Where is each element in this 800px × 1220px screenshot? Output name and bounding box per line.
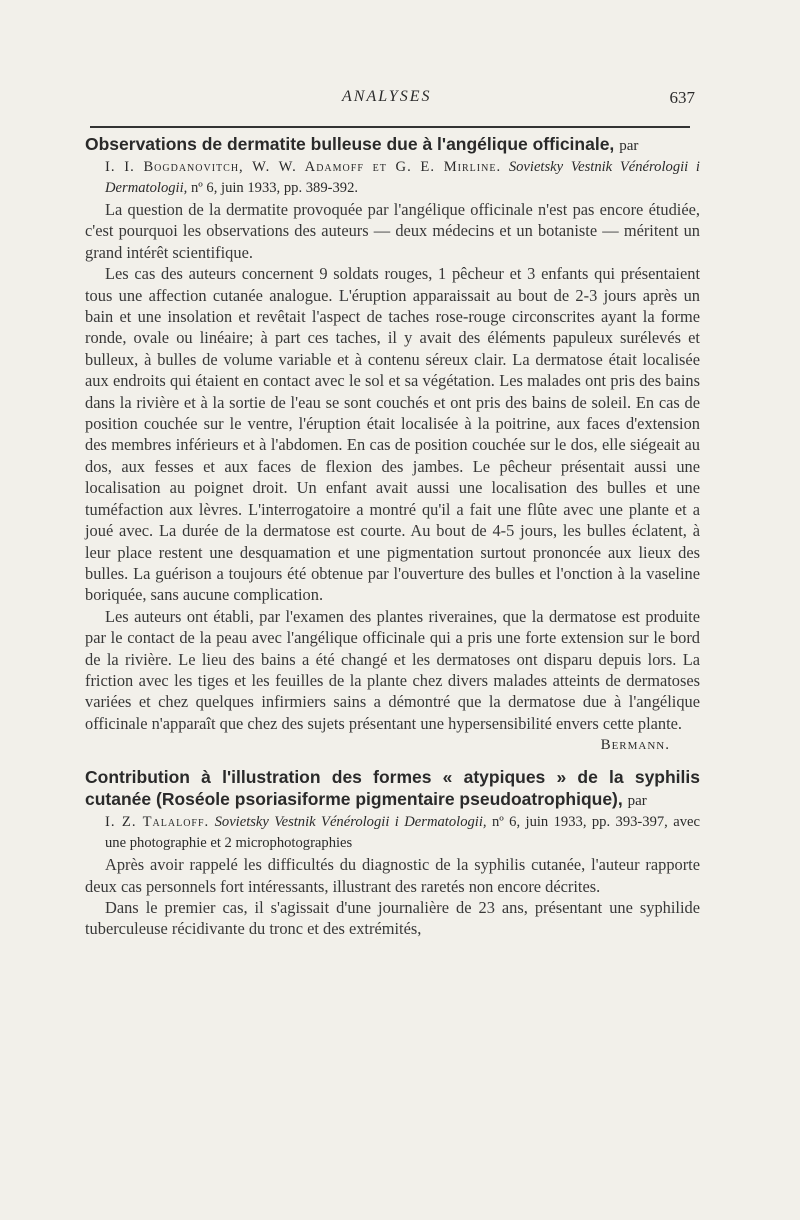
article-2-citation: nº 6, juin 1933, pp. 393-397, avec une photographie et 2 microphotographies bbox=[105, 814, 700, 852]
article-1-title bbox=[85, 133, 700, 157]
article-2-reference bbox=[105, 812, 700, 854]
article-2-paragraph: Après avoir rappelé les difficultés du diagnostic de la syphilis cutanée, l'auteur rapporte deux cas personnels fort intéressants, illustrant des raretés non encore décrites. bbox=[85, 855, 700, 896]
article-2-by: par bbox=[627, 793, 647, 810]
article-2-title-text: Contribution à l'illustration des formes « atypiques » de la syphilis cutanée (Roséole psoriasiforme pigmentaire pseudoatrophique), bbox=[85, 767, 700, 810]
article-1-paragraph: Les cas des auteurs concernent 9 soldats rouges, 1 pêcheur et 3 enfants qui présentaient tous une affection cutanée analogue. L'éruption apparaissait au bout de 2-3 jours après un bain et une insolation et revêtait l'aspect de taches rose-rouge circonscrites ayant la forme ronde, ovale ou linéaire; à part ces taches, il y avait des éléments papuleux surélevés et bulleux, à bulles de volume variable et à contenu séreux clair. La dermatose était localisée aux endroits qui étaient en contact avec le sol et sa végétation. Les malades ont pris des bains dans la rivière et à la sortie de l'eau se sont couchés et ont pris des bains de soleil. En cas de position couchée sur le ventre, l'éruption était localisée à la poitrine, aux faces d'extension des membres inférieurs et à l'abdomen. En cas de position couchée sur le dos, elle siégeait au dos, aux fesses et aux faces de flexion des jambes. Le pêcheur présentait aussi une localisation au poignet droit. Un enfant avait aussi une localisation des bulles et une tuméfaction aux lèvres. L'interrogatoire a montré qu'il a fait une flûte avec une plante et a joué avec. La durée de la dermatose est courte. Au bout de 4-5 jours, les bulles éclatent, à leur place restent une desquamation et une pigmentation surtout prononcée aux lieux des bulles. La guérison a toujours été obtenue par l'ouverture des bulles et l'onction à la vaseline boriquée, sans aucune complication. bbox=[85, 264, 700, 605]
article-1-authors: I. I. Bogdanovitch, W. W. Adamoff et G. E. Mirline. bbox=[105, 159, 502, 175]
article-1-by: par bbox=[619, 138, 639, 154]
header-rule bbox=[90, 126, 690, 128]
article-1-title-text: Observations de dermatite bulleuse due à l'angélique officinale, bbox=[85, 134, 615, 154]
article-2-body bbox=[85, 854, 700, 940]
article-1-journal: Sovietsky Vestnik Vénérologii i Dermatologii, bbox=[105, 159, 700, 196]
article-2 bbox=[85, 766, 700, 940]
article-1-body bbox=[85, 199, 700, 734]
article-1-citation: nº 6, juin 1933, pp. 389-392. bbox=[190, 180, 359, 196]
article-1-paragraph: La question de la dermatite provoquée par l'angélique officinale n'est pas encore étudiée, c'est pourquoi les observations des auteurs — deux médecins et un botaniste — méritent un grand intérêt scientifique. bbox=[85, 200, 700, 262]
article-1-signature: Bermann. bbox=[600, 737, 670, 754]
page-content bbox=[85, 133, 700, 940]
running-title: ANALYSES bbox=[342, 88, 432, 105]
article-1-paragraph: Les auteurs ont établi, par l'examen des plantes riveraines, que la dermatose est produite par le contact de la peau avec l'angélique officinale qui a pris une forte extension sur le bord de la rivière. Le lieu des bains a été changé et les dermatoses ont disparu depuis lors. La friction avec les tiges et les feuilles de la plante chez divers malades atteints de dermatoses variées et chez quelques infirmiers sains a démontré que la dermatose due à l'angélique officinale n'apparaît que chez des sujets présentant une hypersensibilité envers cette plante. bbox=[85, 606, 700, 733]
running-header bbox=[0, 88, 800, 112]
article-2-paragraph: Dans le premier cas, il s'agissait d'une journalière de 23 ans, présentant une syphilide tuberculeuse récidivante du tronc et des extrémités, bbox=[85, 897, 700, 939]
article-2-authors: I. Z. Talaloff. bbox=[105, 814, 210, 831]
article-1-reference bbox=[105, 157, 700, 199]
article-2-title bbox=[85, 766, 700, 812]
article-2-journal: Sovietsky Vestnik Vénérologii i Dermatologii, bbox=[214, 814, 487, 831]
page-number: 637 bbox=[669, 88, 695, 107]
article-1 bbox=[85, 133, 700, 756]
